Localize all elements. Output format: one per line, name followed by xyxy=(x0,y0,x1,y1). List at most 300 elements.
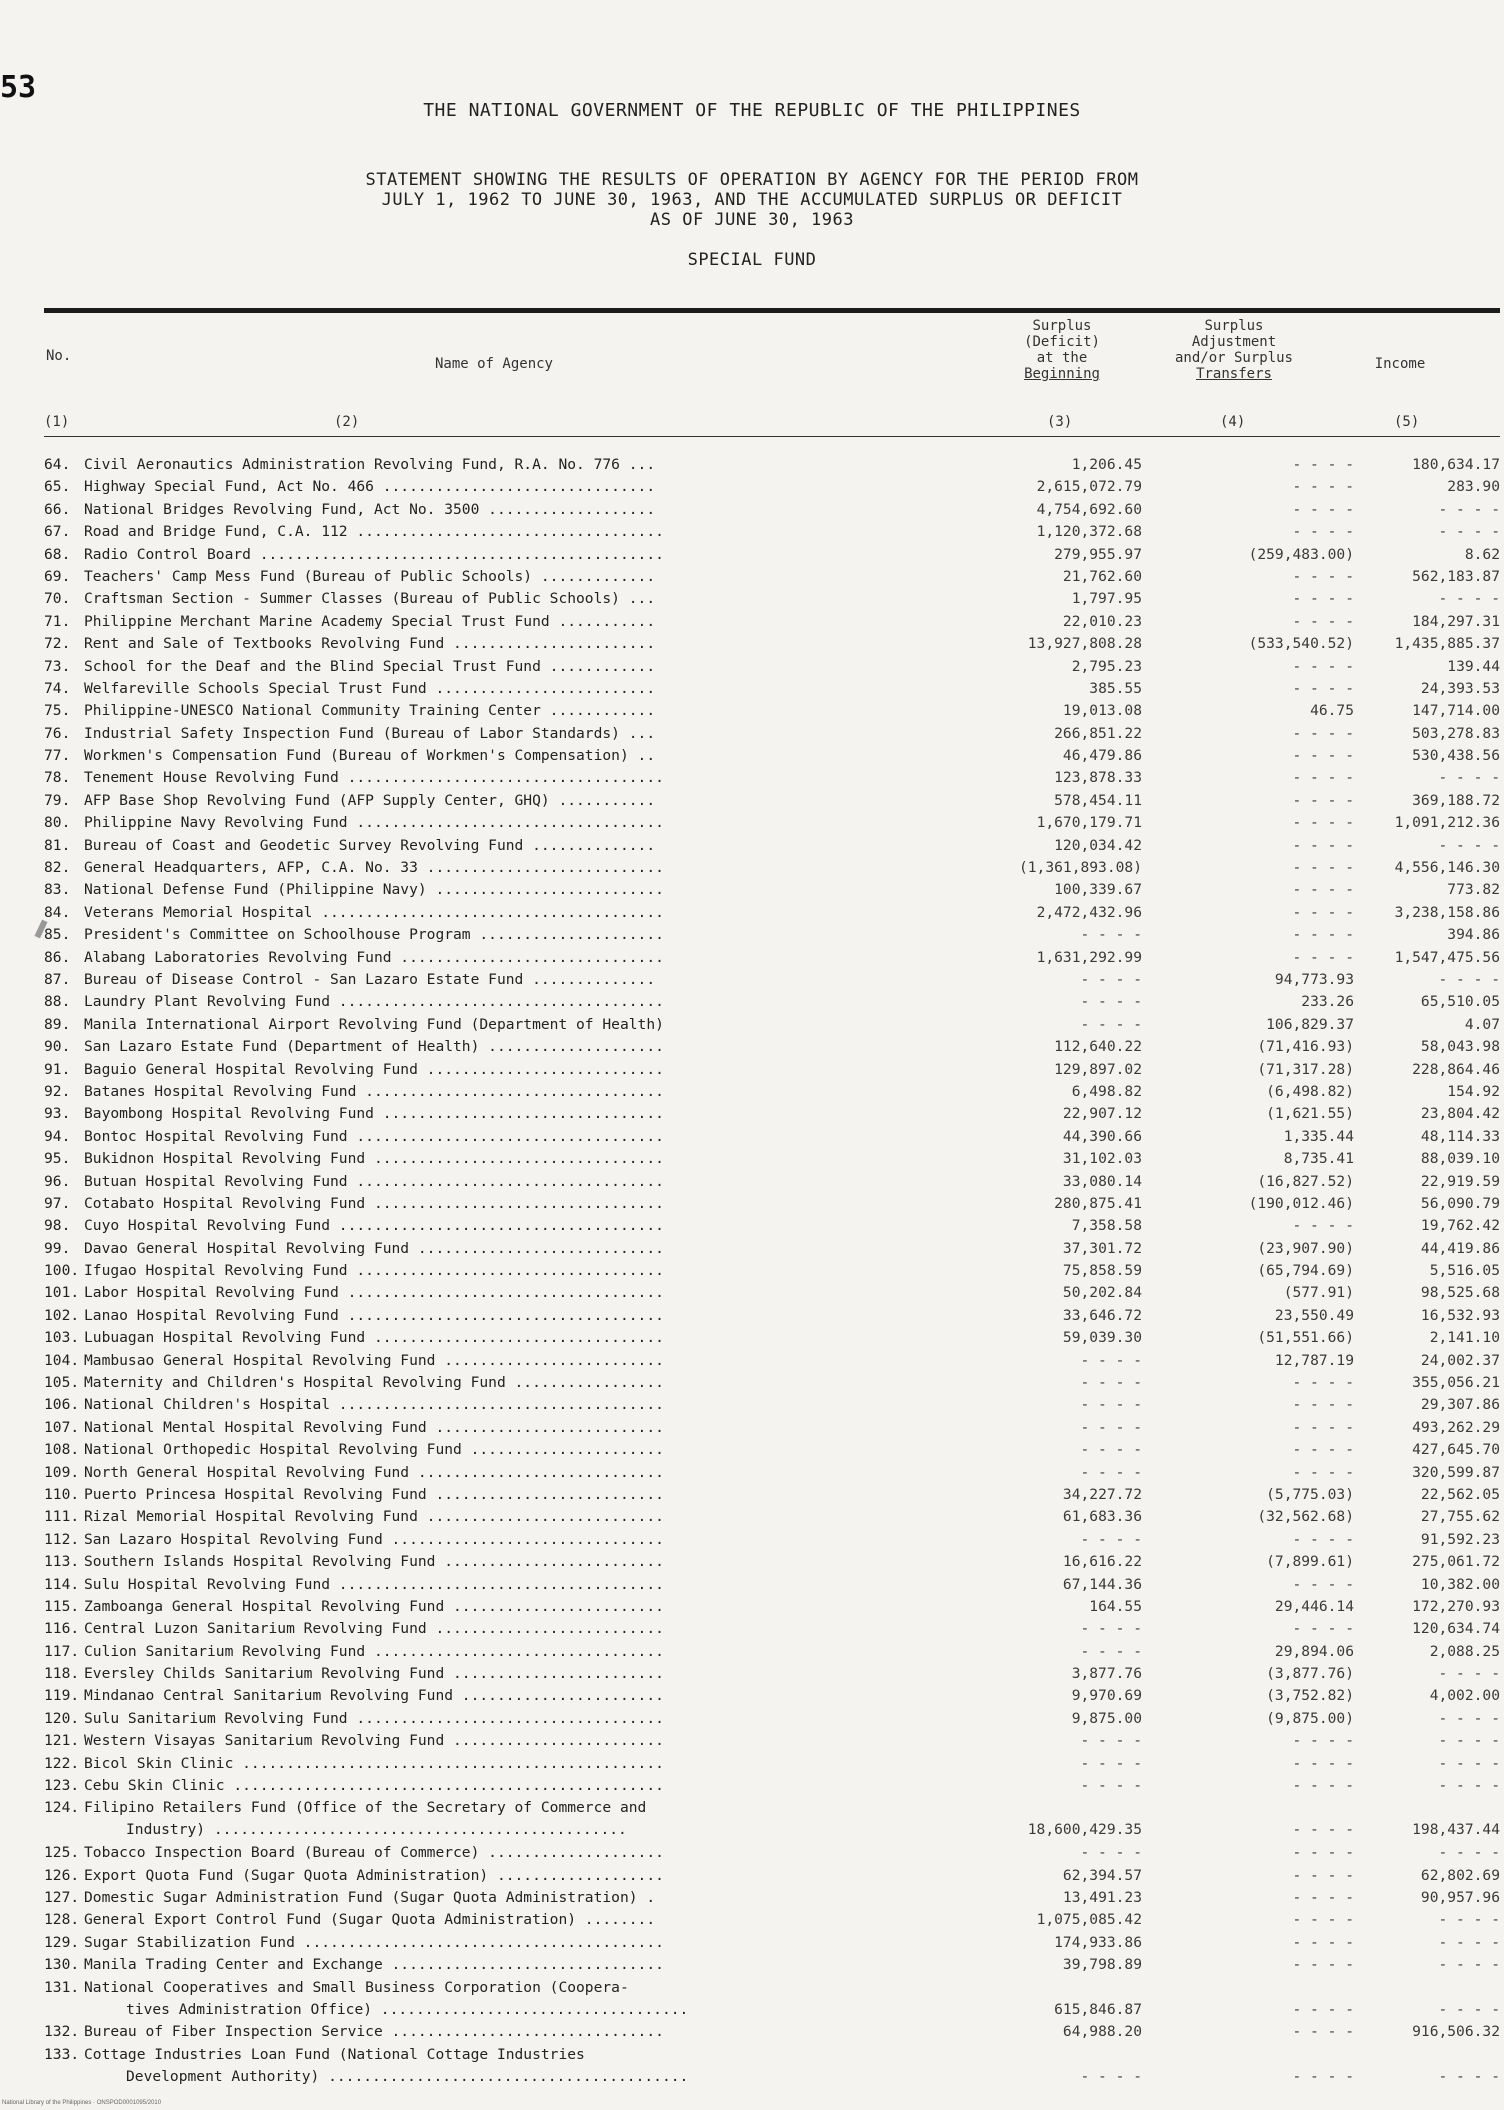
surplus-beginning-value: 1,075,085.42 xyxy=(1036,1911,1142,1929)
table-row xyxy=(44,902,1500,924)
agency-name-line2: Development Authority) ......................................... xyxy=(126,2067,689,2085)
table-row xyxy=(44,812,1500,834)
agency-name xyxy=(84,969,974,991)
table-row xyxy=(44,947,1500,969)
row-number: 133. xyxy=(44,2045,80,2063)
surplus-beginning-value: 59,039.30 xyxy=(1062,1329,1142,1347)
table-row xyxy=(44,991,1500,1013)
agency-name-line1: Philippine Navy Revolving Fund ................................... xyxy=(84,814,664,832)
surplus-beginning-value: - - - - xyxy=(1080,970,1142,988)
surplus-beginning-value: - - - - xyxy=(1080,1777,1142,1795)
agency-name xyxy=(84,476,974,498)
surplus-adjustment-value: - - - - xyxy=(1292,612,1354,630)
row-number: 116. xyxy=(44,1620,80,1638)
table-row xyxy=(44,700,1500,722)
agency-name xyxy=(84,611,974,633)
subtitle-line-2: JULY 1, 1962 TO JUNE 30, 1963, AND THE ACCUMULATED SURPLUS OR DEFICIT xyxy=(381,190,1123,210)
table-row xyxy=(44,1103,1500,1125)
surplus-beginning-value: 44,390.66 xyxy=(1062,1127,1142,1145)
surplus-beginning-value: 34,227.72 xyxy=(1062,1485,1142,1503)
surplus-adjustment-value: - - - - xyxy=(1292,948,1354,966)
surplus-adjustment-value: - - - - xyxy=(1292,2023,1354,2041)
agency-name xyxy=(84,924,974,946)
table-row xyxy=(44,1215,1500,1237)
table-row xyxy=(44,1775,1500,1797)
row-number: 101. xyxy=(44,1284,80,1302)
agency-name-line1: Mindanao Central Sanitarium Revolving Fund ....................... xyxy=(84,1687,664,1705)
surplus-adjustment-value: (7,899.61) xyxy=(1266,1553,1354,1571)
surplus-beginning-value: 9,970.69 xyxy=(1071,1687,1142,1705)
table-row xyxy=(44,1081,1500,1103)
surplus-beginning-value: - - - - xyxy=(1080,1620,1142,1638)
income-value: 22,562.05 xyxy=(1420,1485,1500,1503)
income-value: - - - - xyxy=(1438,1709,1500,1727)
surplus-beginning-value: 22,010.23 xyxy=(1062,612,1142,630)
agency-name xyxy=(84,1305,974,1327)
surplus-adjustment-value: 106,829.37 xyxy=(1266,1015,1354,1033)
row-number: 83. xyxy=(44,881,71,899)
agency-name-line1: Zamboanga General Hospital Revolving Fund ........................ xyxy=(84,1597,664,1615)
agency-name xyxy=(84,2021,974,2043)
surplus-beginning-value: 19,013.08 xyxy=(1062,702,1142,720)
agency-name-line1: Lanao Hospital Revolving Fund .................................... xyxy=(84,1306,664,1324)
surplus-adjustment-value: (23,907.90) xyxy=(1257,1239,1354,1257)
surplus-adjustment-value: - - - - xyxy=(1292,1866,1354,1884)
agency-name-line1: Export Quota Fund (Sugar Quota Administration) ................... xyxy=(84,1866,664,1884)
agency-name-line2: tives Administration Office) ................................... xyxy=(126,2000,689,2018)
table-row xyxy=(44,1954,1500,1976)
header-c3-line3: at the xyxy=(1036,350,1088,366)
row-number: 114. xyxy=(44,1575,80,1593)
surplus-beginning-value: 75,858.59 xyxy=(1062,1262,1142,1280)
row-number: 103. xyxy=(44,1329,80,1347)
income-value: 56,090.79 xyxy=(1420,1194,1500,1212)
income-value: - - - - xyxy=(1438,970,1500,988)
surplus-adjustment-value: - - - - xyxy=(1292,500,1354,518)
surplus-beginning-value: 1,206.45 xyxy=(1071,456,1142,473)
row-number: 122. xyxy=(44,1754,80,1772)
surplus-beginning-value: 385.55 xyxy=(1089,679,1142,697)
agency-name xyxy=(84,588,974,610)
row-number: 113. xyxy=(44,1553,80,1571)
row-number: 112. xyxy=(44,1530,80,1548)
table-row xyxy=(44,1394,1500,1416)
surplus-beginning-value: 279,955.97 xyxy=(1054,545,1142,563)
income-value: 65,510.05 xyxy=(1420,993,1500,1011)
table-row xyxy=(44,835,1500,857)
row-number: 123. xyxy=(44,1777,80,1795)
table-row xyxy=(44,588,1500,610)
agency-name xyxy=(84,1641,974,1663)
agency-name-line1: Philippine-UNESCO National Community Training Center ............ xyxy=(84,702,656,720)
agency-name xyxy=(84,991,974,1013)
table-row xyxy=(44,1932,1500,1954)
surplus-beginning-value: 1,797.95 xyxy=(1071,590,1142,608)
agency-name-line1: Southern Islands Hospital Revolving Fund ......................... xyxy=(84,1553,664,1571)
agency-name xyxy=(84,521,974,543)
surplus-adjustment-value: - - - - xyxy=(1292,881,1354,899)
table-row xyxy=(44,1193,1500,1215)
agency-name-line1: Rizal Memorial Hospital Revolving Fund ........................... xyxy=(84,1508,664,1526)
surplus-beginning-value: 37,301.72 xyxy=(1062,1239,1142,1257)
row-number: 118. xyxy=(44,1665,80,1683)
agency-name xyxy=(84,656,974,678)
surplus-beginning-value: 4,754,692.60 xyxy=(1036,500,1142,518)
agency-name xyxy=(84,1372,974,1394)
agency-name-line1: Filipino Retailers Fund (Office of the Secretary of Commerce and xyxy=(84,1799,647,1817)
table-row xyxy=(44,1865,1500,1887)
income-value: 22,919.59 xyxy=(1420,1172,1500,1190)
surplus-adjustment-value: (190,012.46) xyxy=(1248,1194,1354,1212)
income-value: 8.62 xyxy=(1464,545,1500,563)
surplus-adjustment-value: - - - - xyxy=(1292,1217,1354,1235)
agency-name xyxy=(84,879,974,901)
income-value: 58,043.98 xyxy=(1420,1038,1500,1056)
surplus-beginning-value: 50,202.84 xyxy=(1062,1284,1142,1302)
table-row xyxy=(44,1327,1500,1349)
table-row xyxy=(44,1618,1500,1640)
agency-name xyxy=(84,1797,974,1841)
surplus-adjustment-value: (1,621.55) xyxy=(1266,1105,1354,1123)
surplus-beginning-value: - - - - xyxy=(1080,1351,1142,1369)
income-value: 62,802.69 xyxy=(1420,1866,1500,1884)
agency-name xyxy=(84,1574,974,1596)
surplus-beginning-value: - - - - xyxy=(1080,1732,1142,1750)
agency-name-line1: Laundry Plant Revolving Fund ..................................... xyxy=(84,993,664,1011)
agency-name-line1: Bicol Skin Clinic ................................................ xyxy=(84,1754,664,1772)
agency-name xyxy=(84,723,974,745)
surplus-beginning-value: - - - - xyxy=(1080,1463,1142,1481)
income-value: - - - - xyxy=(1438,590,1500,608)
surplus-adjustment-value: - - - - xyxy=(1292,769,1354,787)
income-value: 184,297.31 xyxy=(1412,612,1500,630)
income-value: 916,506.32 xyxy=(1412,2023,1500,2041)
agency-name-line1: Domestic Sugar Administration Fund (Sugar Quota Administration) . xyxy=(84,1889,656,1907)
surplus-beginning-value: - - - - xyxy=(1080,1015,1142,1033)
income-value: - - - - xyxy=(1438,1956,1500,1974)
surplus-adjustment-value: - - - - xyxy=(1292,836,1354,854)
agency-name-line1: Eversley Childs Sanitarium Revolving Fund ........................ xyxy=(84,1665,664,1683)
agency-name-line1: Bureau of Fiber Inspection Service ............................... xyxy=(84,2023,664,2041)
agency-name xyxy=(84,790,974,812)
agency-name xyxy=(84,1081,974,1103)
table-row xyxy=(44,633,1500,655)
row-number: 106. xyxy=(44,1396,80,1414)
surplus-adjustment-value: (577.91) xyxy=(1283,1284,1354,1302)
column-number-2: (2) xyxy=(334,414,360,430)
income-value: 4,556,146.30 xyxy=(1394,859,1500,877)
header-c4-line3: and/or Surplus xyxy=(1174,350,1293,366)
income-value: 4,002.00 xyxy=(1429,1687,1500,1705)
agency-name-line1: Bayombong Hospital Revolving Fund ................................ xyxy=(84,1105,664,1123)
agency-name-line1: Cebu Skin Clinic ................................................. xyxy=(84,1777,664,1795)
agency-name xyxy=(84,1506,974,1528)
agency-name-line1: National Orthopedic Hospital Revolving Fund ...................... xyxy=(84,1441,664,1459)
income-value: 98,525.68 xyxy=(1420,1284,1500,1302)
surplus-adjustment-value: - - - - xyxy=(1292,1396,1354,1414)
agency-name xyxy=(84,1954,974,1976)
table-row xyxy=(44,656,1500,678)
row-number: 91. xyxy=(44,1060,71,1078)
surplus-beginning-value: 39,798.89 xyxy=(1062,1956,1142,1974)
header-surplus-adjustment xyxy=(1154,318,1314,382)
surplus-adjustment-value: - - - - xyxy=(1292,2000,1354,2018)
agency-name xyxy=(84,1596,974,1618)
income-value: 530,438.56 xyxy=(1412,747,1500,765)
row-number: 81. xyxy=(44,836,71,854)
row-number: 75. xyxy=(44,702,71,720)
agency-name xyxy=(84,1417,974,1439)
agency-name-line1: Civil Aeronautics Administration Revolving Fund, R.A. No. 776 ... xyxy=(84,456,656,473)
agency-name xyxy=(84,1529,974,1551)
row-number: 117. xyxy=(44,1642,80,1660)
row-number: 119. xyxy=(44,1687,80,1705)
income-value: - - - - xyxy=(1438,523,1500,541)
row-number: 125. xyxy=(44,1844,80,1862)
agency-name-line1: Cottage Industries Loan Fund (National Cottage Industries xyxy=(84,2045,585,2063)
agency-name-line1: Maternity and Children's Hospital Revolving Fund ................. xyxy=(84,1374,664,1392)
income-value: 493,262.29 xyxy=(1412,1418,1500,1436)
agency-name xyxy=(84,544,974,566)
header-income: Income xyxy=(1374,356,1426,372)
surplus-beginning-value: - - - - xyxy=(1080,1441,1142,1459)
agency-name xyxy=(84,1462,974,1484)
surplus-adjustment-value: - - - - xyxy=(1292,1575,1354,1593)
row-number: 124. xyxy=(44,1799,80,1817)
row-number: 93. xyxy=(44,1105,71,1123)
surplus-beginning-value: - - - - xyxy=(1080,1844,1142,1862)
surplus-beginning-value: 61,683.36 xyxy=(1062,1508,1142,1526)
surplus-beginning-value: 615,846.87 xyxy=(1054,2000,1142,2018)
agency-name-line1: Road and Bridge Fund, C.A. 112 ................................... xyxy=(84,523,664,541)
agency-name-line1: Ifugao Hospital Revolving Fund ................................... xyxy=(84,1262,664,1280)
surplus-adjustment-value: - - - - xyxy=(1292,1777,1354,1795)
surplus-beginning-value: - - - - xyxy=(1080,993,1142,1011)
table-row xyxy=(44,1506,1500,1528)
income-value: 1,435,885.37 xyxy=(1394,635,1500,653)
surplus-adjustment-value: 23,550.49 xyxy=(1274,1306,1354,1324)
table-row xyxy=(44,1126,1500,1148)
agency-name-line1: Butuan Hospital Revolving Fund ................................... xyxy=(84,1172,664,1190)
row-number: 99. xyxy=(44,1239,71,1257)
agency-name xyxy=(84,1484,974,1506)
income-value: 355,056.21 xyxy=(1412,1374,1500,1392)
agency-name-line1: School for the Deaf and the Blind Special Trust Fund ............ xyxy=(84,657,656,675)
header-c4-line4: Transfers xyxy=(1196,366,1272,382)
row-number: 72. xyxy=(44,635,71,653)
agency-name-line1: Teachers' Camp Mess Fund (Bureau of Public Schools) ............. xyxy=(84,567,656,585)
row-number: 73. xyxy=(44,657,71,675)
agency-name xyxy=(84,1753,974,1775)
agency-name xyxy=(84,745,974,767)
row-number: 108. xyxy=(44,1441,80,1459)
surplus-adjustment-value: - - - - xyxy=(1292,478,1354,496)
table-row xyxy=(44,611,1500,633)
table-row xyxy=(44,1484,1500,1506)
surplus-beginning-value: 174,933.86 xyxy=(1054,1933,1142,1951)
agency-name-line1: AFP Base Shop Revolving Fund (AFP Supply Center, GHQ) ........... xyxy=(84,791,656,809)
surplus-beginning-value: - - - - xyxy=(1080,1374,1142,1392)
income-value: 283.90 xyxy=(1447,478,1500,496)
row-number: 115. xyxy=(44,1597,80,1615)
agency-name-line1: Radio Control Board .............................................. xyxy=(84,545,664,563)
surplus-adjustment-value: 29,894.06 xyxy=(1274,1642,1354,1660)
agency-name-line1: Bureau of Disease Control - San Lazaro Estate Fund .............. xyxy=(84,970,656,988)
agency-name xyxy=(84,1103,974,1125)
income-value: 228,864.46 xyxy=(1412,1060,1500,1078)
income-value: - - - - xyxy=(1438,500,1500,518)
row-number: 69. xyxy=(44,567,71,585)
table-row xyxy=(44,1372,1500,1394)
header-c3-line4: Beginning xyxy=(1024,366,1100,382)
header-surplus-beginning xyxy=(992,318,1132,382)
surplus-adjustment-value: - - - - xyxy=(1292,1956,1354,1974)
agency-name-line1: Puerto Princesa Hospital Revolving Fund .......................... xyxy=(84,1485,664,1503)
row-number: 78. xyxy=(44,769,71,787)
surplus-adjustment-value: - - - - xyxy=(1292,1374,1354,1392)
income-value: 369,188.72 xyxy=(1412,791,1500,809)
table-row xyxy=(44,1059,1500,1081)
income-value: - - - - xyxy=(1438,2000,1500,2018)
table-row xyxy=(44,1282,1500,1304)
agency-name xyxy=(84,566,974,588)
surplus-beginning-value: 2,472,432.96 xyxy=(1036,903,1142,921)
table-row xyxy=(44,879,1500,901)
surplus-beginning-value: - - - - xyxy=(1080,1418,1142,1436)
table-row xyxy=(44,969,1500,991)
income-value: - - - - xyxy=(1438,1732,1500,1750)
agency-name xyxy=(84,633,974,655)
table-row xyxy=(44,1730,1500,1752)
income-value: 91,592.23 xyxy=(1420,1530,1500,1548)
agency-name xyxy=(84,1215,974,1237)
row-number: 94. xyxy=(44,1127,71,1145)
table-row xyxy=(44,790,1500,812)
surplus-beginning-value: 129,897.02 xyxy=(1054,1060,1142,1078)
income-value: 275,061.72 xyxy=(1412,1553,1500,1571)
surplus-beginning-value: 112,640.22 xyxy=(1054,1038,1142,1056)
agency-name-line1: Cuyo Hospital Revolving Fund ..................................... xyxy=(84,1217,664,1235)
income-value: 16,532.93 xyxy=(1420,1306,1500,1324)
income-value: 4.07 xyxy=(1464,1015,1500,1033)
row-number: 109. xyxy=(44,1463,80,1481)
agency-name-line1: National Defense Fund (Philippine Navy) .......................... xyxy=(84,881,664,899)
agency-name-line1: Labor Hospital Revolving Fund .................................... xyxy=(84,1284,664,1302)
agency-name xyxy=(84,767,974,789)
agency-name xyxy=(84,947,974,969)
agency-name-line1: Veterans Memorial Hospital ....................................... xyxy=(84,903,664,921)
surplus-adjustment-value: (259,483.00) xyxy=(1248,545,1354,563)
row-number: 89. xyxy=(44,1015,71,1033)
agency-name xyxy=(84,1059,974,1081)
surplus-adjustment-value: - - - - xyxy=(1292,657,1354,675)
table-row xyxy=(44,1663,1500,1685)
income-value: 320,599.87 xyxy=(1412,1463,1500,1481)
surplus-beginning-value: 18,600,429.35 xyxy=(1027,1821,1142,1839)
surplus-adjustment-value: - - - - xyxy=(1292,567,1354,585)
agency-name xyxy=(84,1842,974,1864)
agency-name xyxy=(84,902,974,924)
subtitle-line-1: STATEMENT SHOWING THE RESULTS OF OPERATION BY AGENCY FOR THE PERIOD FROM xyxy=(365,170,1139,190)
table-row xyxy=(44,1148,1500,1170)
row-number: 98. xyxy=(44,1217,71,1235)
table-row xyxy=(44,1529,1500,1551)
surplus-adjustment-value: - - - - xyxy=(1292,1620,1354,1638)
agency-name-line1: Davao General Hospital Revolving Fund ............................ xyxy=(84,1239,664,1257)
surplus-beginning-value: - - - - xyxy=(1080,1642,1142,1660)
surplus-beginning-value: 21,762.60 xyxy=(1062,567,1142,585)
agency-name-line1: Culion Sanitarium Revolving Fund ................................. xyxy=(84,1642,664,1660)
income-value: - - - - xyxy=(1438,1665,1500,1683)
header-c3-line1: Surplus xyxy=(1032,318,1092,334)
income-value: 394.86 xyxy=(1447,926,1500,944)
agency-name xyxy=(84,1394,974,1416)
surplus-adjustment-value: (6,498.82) xyxy=(1266,1082,1354,1100)
table-row xyxy=(44,1574,1500,1596)
surplus-adjustment-value: (71,317.28) xyxy=(1257,1060,1354,1078)
surplus-adjustment-value: - - - - xyxy=(1292,747,1354,765)
surplus-beginning-value: - - - - xyxy=(1080,1530,1142,1548)
surplus-beginning-value: 2,615,072.79 xyxy=(1036,478,1142,496)
table-row xyxy=(44,1641,1500,1663)
header-no: No. xyxy=(46,348,72,364)
surplus-adjustment-value: - - - - xyxy=(1292,791,1354,809)
surplus-beginning-value: 1,631,292.99 xyxy=(1036,948,1142,966)
agency-name-line1: San Lazaro Estate Fund (Department of Health) .................... xyxy=(84,1038,664,1056)
income-value: 120,634.74 xyxy=(1412,1620,1500,1638)
surplus-adjustment-value: (3,877.76) xyxy=(1266,1665,1354,1683)
agency-name xyxy=(84,1148,974,1170)
row-number: 110. xyxy=(44,1485,80,1503)
fund-title: SPECIAL FUND xyxy=(687,250,817,270)
agency-name-line1: Manila International Airport Revolving Fund (Department of Health) xyxy=(84,1015,664,1033)
income-value: 1,091,212.36 xyxy=(1394,814,1500,832)
income-value: 23,804.42 xyxy=(1420,1105,1500,1123)
surplus-adjustment-value: - - - - xyxy=(1292,1463,1354,1481)
agency-name-line1: Bureau of Coast and Geodetic Survey Revolving Fund .............. xyxy=(84,836,656,854)
row-number: 92. xyxy=(44,1082,71,1100)
row-number: 87. xyxy=(44,970,71,988)
surplus-beginning-value: 67,144.36 xyxy=(1062,1575,1142,1593)
table-row xyxy=(44,1596,1500,1618)
row-number: 105. xyxy=(44,1374,80,1392)
agency-name xyxy=(84,1977,974,2021)
income-value: 773.82 xyxy=(1447,881,1500,899)
agency-name xyxy=(84,1238,974,1260)
table-row xyxy=(44,1977,1500,2022)
income-value: - - - - xyxy=(1438,2067,1500,2085)
surplus-adjustment-value: 12,787.19 xyxy=(1274,1351,1354,1369)
row-number: 65. xyxy=(44,478,71,496)
agency-name-line1: Mambusao General Hospital Revolving Fund ......................... xyxy=(84,1351,664,1369)
income-value: - - - - xyxy=(1438,836,1500,854)
agency-name xyxy=(84,1126,974,1148)
surplus-adjustment-value: (16,827.52) xyxy=(1257,1172,1354,1190)
agency-name xyxy=(84,1887,974,1909)
surplus-adjustment-value: - - - - xyxy=(1292,724,1354,742)
agency-name-line1: Cotabato Hospital Revolving Fund ................................. xyxy=(84,1194,664,1212)
table-row xyxy=(44,767,1500,789)
agency-name xyxy=(84,1909,974,1931)
column-number-1: (1) xyxy=(44,414,70,430)
row-number: 84. xyxy=(44,903,71,921)
row-number: 129. xyxy=(44,1933,80,1951)
surplus-adjustment-value: - - - - xyxy=(1292,903,1354,921)
agency-name xyxy=(84,499,974,521)
surplus-beginning-value: 31,102.03 xyxy=(1062,1150,1142,1168)
agency-name xyxy=(84,835,974,857)
agency-name-line1: Central Luzon Sanitarium Revolving Fund .......................... xyxy=(84,1620,664,1638)
